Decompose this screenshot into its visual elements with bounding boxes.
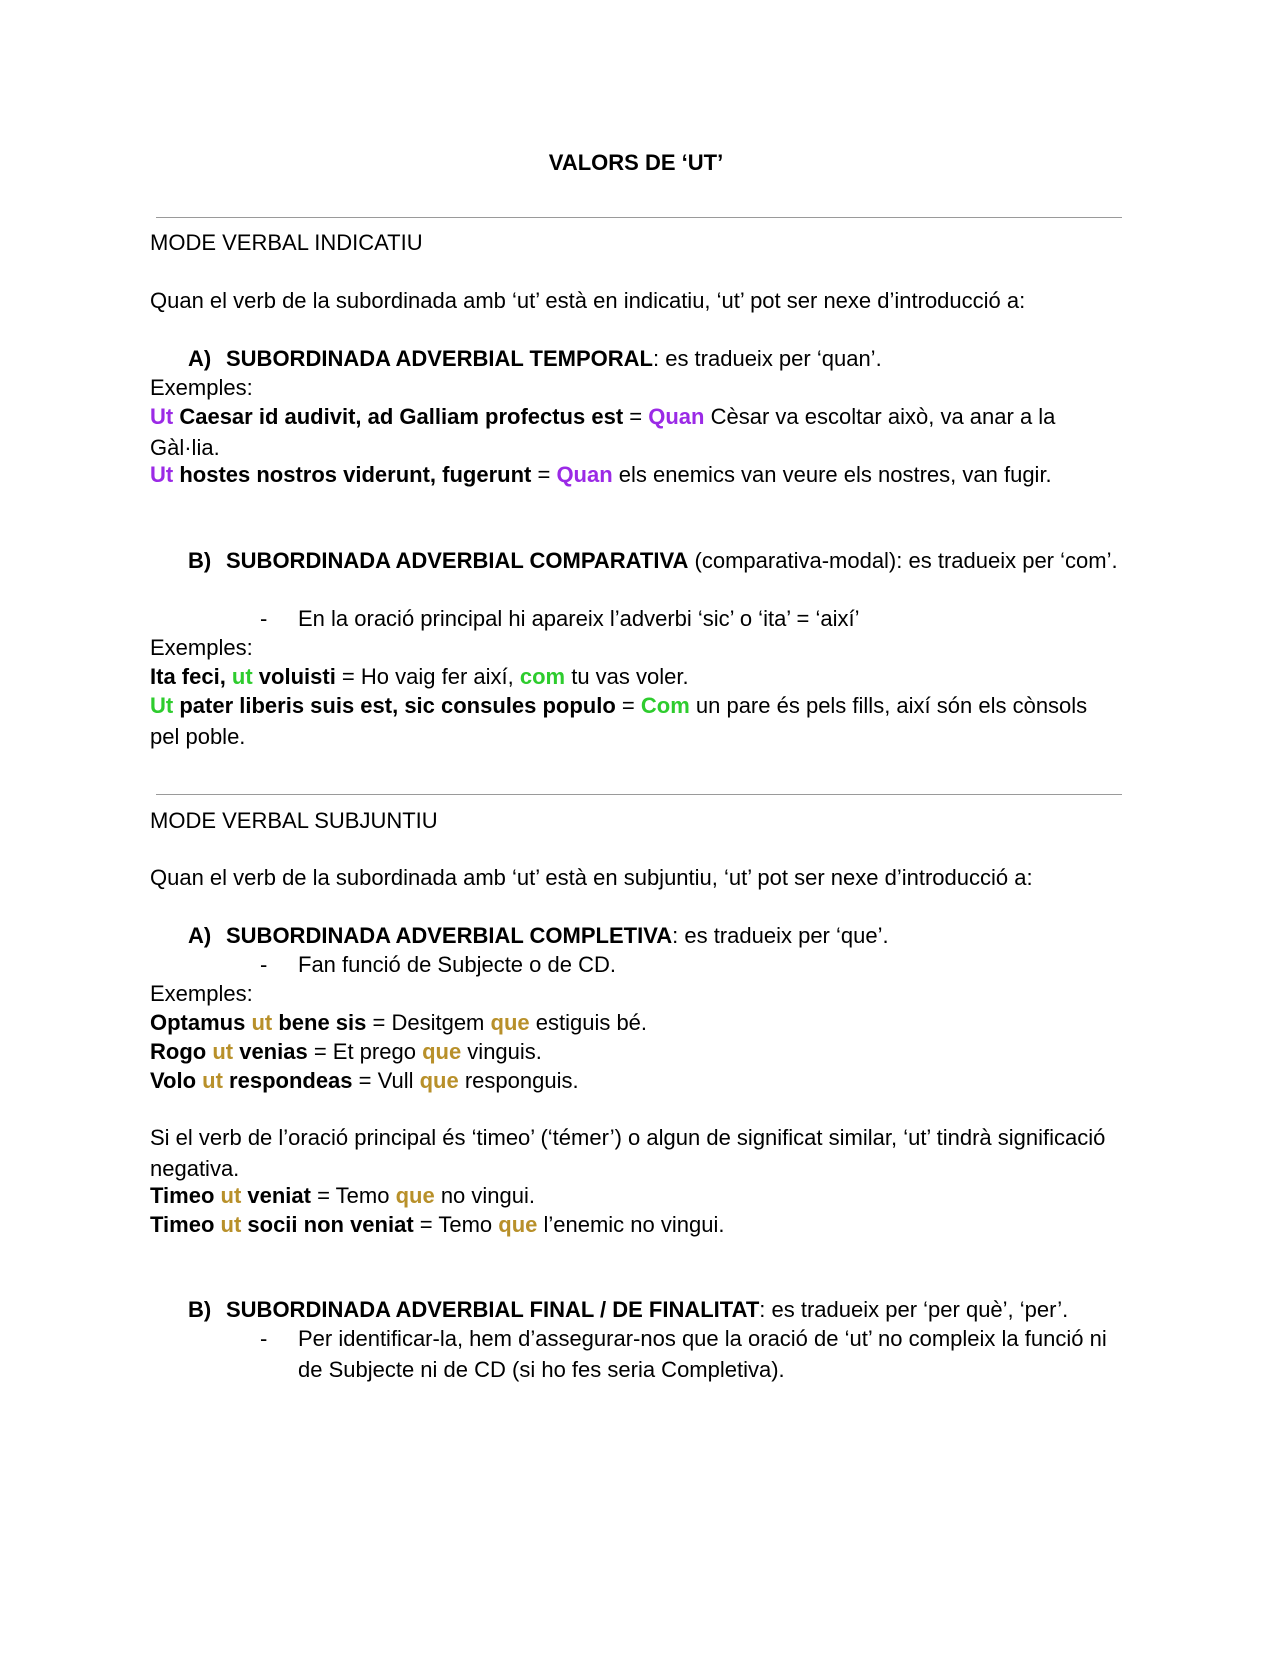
latin-text: Ita feci, — [150, 664, 232, 689]
section-label: B) — [188, 548, 212, 573]
latin-nexus: ut — [251, 1010, 273, 1035]
document-title: VALORS DE ‘UT’ — [548, 150, 724, 175]
example-completiva-3 — [150, 1066, 1122, 1097]
section-final — [188, 1295, 1122, 1326]
latin-text: socii non veniat — [241, 1212, 414, 1237]
translation-text: els enemics van veure els nostres, van fugir. — [612, 462, 1052, 487]
note-timeo: Si el verb de l’oració principal és ‘timeo’ (‘témer’) o algun de significat similar, ‘ut’ tindrà significació negativa. — [150, 1125, 1106, 1181]
example-completiva-4 — [150, 1181, 1122, 1212]
example-completiva-5 — [150, 1210, 1122, 1241]
latin-text: veniat — [241, 1183, 311, 1208]
section-desc: : es tradueix per ‘que’. — [672, 923, 889, 948]
latin-text: Volo — [150, 1068, 203, 1093]
equals: = — [531, 462, 557, 487]
examples-label: Exemples: — [150, 981, 253, 1006]
latin-nexus: ut — [220, 1183, 242, 1208]
translation-text: responguis. — [458, 1068, 579, 1093]
intro-subjuntiu: Quan el verb de la subordinada amb ‘ut’ està en subjuntiu, ‘ut’ pot ser nexe d’introducció a: — [150, 865, 1033, 890]
translation-text: = Et prego — [307, 1039, 423, 1064]
translation-text: vinguis. — [461, 1039, 542, 1064]
heading-subjuntiu: MODE VERBAL SUBJUNTIU — [150, 808, 438, 833]
section-desc: : es tradueix per ‘per què’, ‘per’. — [759, 1297, 1069, 1322]
example-temporal-1 — [150, 402, 1122, 463]
section-desc: : es tradueix per ‘quan’. — [652, 346, 882, 371]
translation-nexus: que — [498, 1212, 538, 1237]
equals: = — [623, 404, 649, 429]
translation-nexus: que — [395, 1183, 435, 1208]
example-temporal-2 — [150, 460, 1122, 491]
bullet-completiva — [260, 950, 1122, 981]
bullet-dash: - — [260, 952, 268, 977]
latin-nexus: Ut — [150, 693, 174, 718]
section-name: SUBORDINADA ADVERBIAL TEMPORAL — [226, 346, 653, 371]
latin-text: Timeo — [150, 1212, 221, 1237]
latin-nexus: Ut — [150, 462, 174, 487]
translation-nexus: que — [422, 1039, 462, 1064]
section-desc: (comparativa-modal): es tradueix per ‘com’. — [688, 548, 1118, 573]
heading-indicatiu: MODE VERBAL INDICATIU — [150, 230, 423, 255]
section-name: SUBORDINADA ADVERBIAL COMPLETIVA — [226, 923, 673, 948]
section-name: SUBORDINADA ADVERBIAL COMPARATIVA — [226, 548, 689, 573]
latin-text: Optamus — [150, 1010, 252, 1035]
translation-text: = Temo — [413, 1212, 499, 1237]
bullet-dash: - — [260, 606, 268, 631]
translation-text: = Temo — [310, 1183, 396, 1208]
intro-indicatiu: Quan el verb de la subordinada amb ‘ut’ està en indicatiu, ‘ut’ pot ser nexe d’introducció a: — [150, 288, 1026, 313]
section-temporal — [188, 344, 1122, 375]
bullet-text: En la oració principal hi apareix l’adverbi ‘sic’ o ‘ita’ = ‘així’ — [298, 606, 860, 631]
example-completiva-2 — [150, 1037, 1122, 1068]
latin-nexus: ut — [220, 1212, 242, 1237]
bullet-comparativa — [260, 604, 1122, 635]
equals: = — [615, 693, 641, 718]
translation-nexus: Quan — [648, 404, 705, 429]
latin-text: Caesar id audivit, ad Galliam profectus est — [173, 404, 624, 429]
latin-text: voluisti — [252, 664, 336, 689]
latin-nexus: ut — [212, 1039, 234, 1064]
section-comparativa — [188, 546, 1122, 577]
latin-text: pater liberis suis est, sic consules populo — [173, 693, 616, 718]
translation-text: tu vas voler. — [565, 664, 689, 689]
translation-text: = Vull — [352, 1068, 420, 1093]
bullet-dash: - — [260, 1326, 268, 1351]
translation-text: un pare és pels fills, així són els cònsols pel poble. — [150, 693, 1088, 749]
translation-nexus: Quan — [556, 462, 613, 487]
translation-nexus: que — [490, 1010, 530, 1035]
latin-nexus: ut — [231, 664, 253, 689]
translation-text: Cèsar va escoltar això, va anar a la Gàl·lia. — [150, 404, 1056, 460]
latin-text: hostes nostros viderunt, fugerunt — [173, 462, 532, 487]
translation-text: = Desitgem — [366, 1010, 491, 1035]
examples-label: Exemples: — [150, 375, 253, 400]
section-completiva — [188, 921, 1122, 952]
example-comparativa-1 — [150, 662, 1122, 693]
section-label: B) — [188, 1297, 212, 1322]
section-name: SUBORDINADA ADVERBIAL FINAL / DE FINALITAT — [226, 1297, 760, 1322]
translation-text: estiguis bé. — [529, 1010, 648, 1035]
divider-indicatiu — [156, 217, 1122, 218]
example-completiva-1 — [150, 1008, 1122, 1039]
latin-text: venias — [233, 1039, 308, 1064]
bullet-text: Per identificar-la, hem d’assegurar-nos que la oració de ‘ut’ no compleix la funció ni de Subjecte ni de CD (si ho fes seria Completiva). — [298, 1326, 1107, 1382]
examples-label: Exemples: — [150, 635, 253, 660]
section-label: A) — [188, 346, 212, 371]
translation-nexus: que — [419, 1068, 459, 1093]
latin-text: bene sis — [272, 1010, 367, 1035]
latin-nexus: ut — [202, 1068, 223, 1093]
bullet-final — [260, 1324, 1122, 1385]
section-label: A) — [188, 923, 212, 948]
translation-text: no vingui. — [434, 1183, 535, 1208]
bullet-text: Fan funció de Subjecte o de CD. — [298, 952, 616, 977]
translation-text: l’enemic no vingui. — [537, 1212, 725, 1237]
translation-text: = Ho vaig fer així, — [335, 664, 520, 689]
latin-text: respondeas — [222, 1068, 353, 1093]
latin-text: Timeo — [150, 1183, 221, 1208]
latin-text: Rogo — [150, 1039, 213, 1064]
translation-nexus: Com — [640, 693, 690, 718]
latin-nexus: Ut — [150, 404, 174, 429]
translation-nexus: com — [519, 664, 566, 689]
example-comparativa-2 — [150, 691, 1122, 752]
divider-subjuntiu — [156, 794, 1122, 795]
